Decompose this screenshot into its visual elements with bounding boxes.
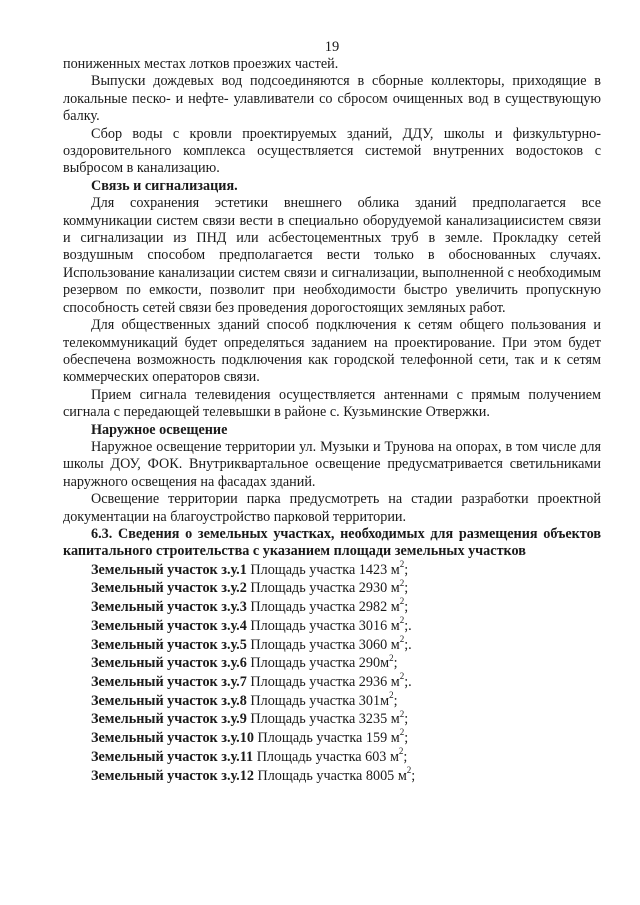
paragraph: Выпуски дождевых вод подсоединяются в сборные коллекторы, приходящие в локальные песко- и нефте- улавливатели со сбросом очищенных вод в существующую балку.: [63, 73, 601, 125]
paragraph: Для сохранения эстетики внешнего облика зданий предполагается все коммуникации систем связи вести в специально оборудуемой канализациисистем связи и сигнализации из ПНД или асбестоцементных труб в земле. Прокладку сетей воздушным способом предполагается вести только в обоснованных случаях. Использование канализации систем связи и сигнализации, выполненной с необходимым резервом по емкости, позволит при необходимости быстро увеличить пропускную способность сетей связи без проведения дорогостоящих земляных работ.: [63, 195, 601, 316]
plot-name: Земельный участок з.у.3: [91, 599, 247, 616]
plot-name: Земельный участок з.у.2: [91, 580, 247, 597]
paragraph: Для общественных зданий способ подключения к сетям общего пользования и телекоммуникаций будет определяться заданием на проектирование. При этом будет обеспечена возможность подключения как городской телефонной сети, так и к сетям коммерческих операторов связи.: [63, 317, 601, 386]
plot-tail: ;: [404, 561, 409, 578]
plot-tail: ;.: [404, 636, 412, 653]
plot-area: Площадь участка 2936 м: [246, 674, 400, 690]
plot-tail: ;: [393, 692, 398, 709]
unit-superscript: 2: [399, 633, 405, 644]
plot-name: Земельный участок з.у.11: [91, 748, 254, 765]
plot-name: Земельный участок з.у.10: [91, 730, 254, 747]
paragraph: Наружное освещение территории ул. Музыки и Трунова на опорах, в том числе для школы ДОУ, ФОК. Внутриквартальное освещение предусматривается светильниками наружного освещения на фасадах зданий.: [63, 438, 601, 490]
paragraph: Освещение территории парка предусмотреть на стадии разработки проектной документации на благоустройство парковой территории.: [63, 491, 601, 525]
plot-name: Земельный участок з.у.1: [91, 561, 247, 578]
unit-superscript: 2: [406, 764, 412, 775]
plot-area: Площадь участка 159 м: [253, 730, 400, 747]
plot-area: Площадь участка 3235 м: [246, 711, 400, 728]
paragraph: пониженных местах лотков проезжих частей.: [63, 56, 339, 72]
heading-lighting: Наружное освещение: [91, 421, 228, 438]
plot-tail: ;: [411, 767, 416, 784]
list-item: [63, 617, 601, 636]
list-item: [63, 561, 601, 580]
unit-superscript: 2: [399, 615, 405, 626]
unit-superscript: 2: [398, 746, 404, 757]
plot-tail: ;: [403, 748, 408, 765]
heading-communication: Связь и сигнализация.: [91, 177, 238, 194]
plot-area: Площадь участка 3060 м: [246, 636, 400, 653]
plot-name: Земельный участок з.у.9: [91, 711, 247, 728]
land-plot-list: [63, 561, 601, 785]
list-item: [63, 579, 601, 598]
plot-tail: ;: [404, 711, 409, 728]
plot-tail: ;: [404, 580, 409, 597]
unit-superscript: 2: [399, 671, 405, 682]
list-item: [63, 633, 601, 655]
page-number: 19: [324, 39, 340, 55]
body-text: [63, 56, 601, 785]
unit-superscript: 2: [389, 652, 394, 663]
plot-name: Земельный участок з.у.12: [91, 767, 254, 784]
list-item: [63, 689, 601, 711]
list-item: [63, 748, 601, 767]
list-item: [63, 673, 601, 692]
list-item: [63, 764, 601, 786]
unit-superscript: 2: [399, 577, 405, 588]
plot-name: Земельный участок з.у.6: [91, 655, 247, 672]
section-heading: 6.3. Сведения о земельных участках, необходимых для размещения объектов капитального строительства с указанием площади земельных участков: [63, 525, 601, 560]
plot-area: Площадь участка 3016 м: [246, 617, 400, 634]
plot-tail: ;: [404, 599, 409, 616]
unit-superscript: 2: [399, 596, 405, 607]
plot-name: Земельный участок з.у.5: [91, 636, 247, 653]
unit-superscript: 2: [399, 559, 405, 570]
plot-area: Площадь участка 1423 м: [246, 561, 400, 578]
plot-area: Площадь участка 8005 м: [253, 767, 407, 784]
list-item: [63, 729, 601, 748]
plot-area: Площадь участка 603 м: [253, 748, 399, 765]
paragraph: Прием сигнала телевидения осуществляется антеннами с прямым получением сигнала с передающей телевышки в районе с. Кузьминские Отвержки.: [63, 386, 601, 421]
plot-tail: ;.: [404, 617, 412, 634]
plot-tail: ;: [404, 730, 409, 747]
unit-superscript: 2: [399, 708, 405, 719]
plot-area: Площадь участка 2982 м: [246, 599, 400, 616]
plot-area: Площадь участка 290м: [246, 655, 390, 672]
plot-name: Земельный участок з.у.8: [91, 692, 247, 709]
plot-area: Площадь участка 2930 м: [246, 580, 400, 597]
plot-name: Земельный участок з.у.4: [91, 617, 247, 634]
plot-area: Площадь участка 301м: [246, 692, 390, 709]
plot-tail: ;.: [404, 674, 412, 690]
list-item: [63, 598, 601, 617]
unit-superscript: 2: [399, 727, 405, 738]
unit-superscript: 2: [389, 689, 394, 700]
list-item: [63, 654, 601, 673]
list-item: [63, 710, 601, 729]
paragraph: Сбор воды с кровли проектируемых зданий, ДДУ, школы и физкультурно-оздоровительного комплекса осуществляется системой внутренних водостоков с выбросом в канализацию.: [63, 125, 601, 177]
plot-tail: ;: [393, 655, 398, 672]
plot-name: Земельный участок з.у.7: [91, 674, 247, 690]
